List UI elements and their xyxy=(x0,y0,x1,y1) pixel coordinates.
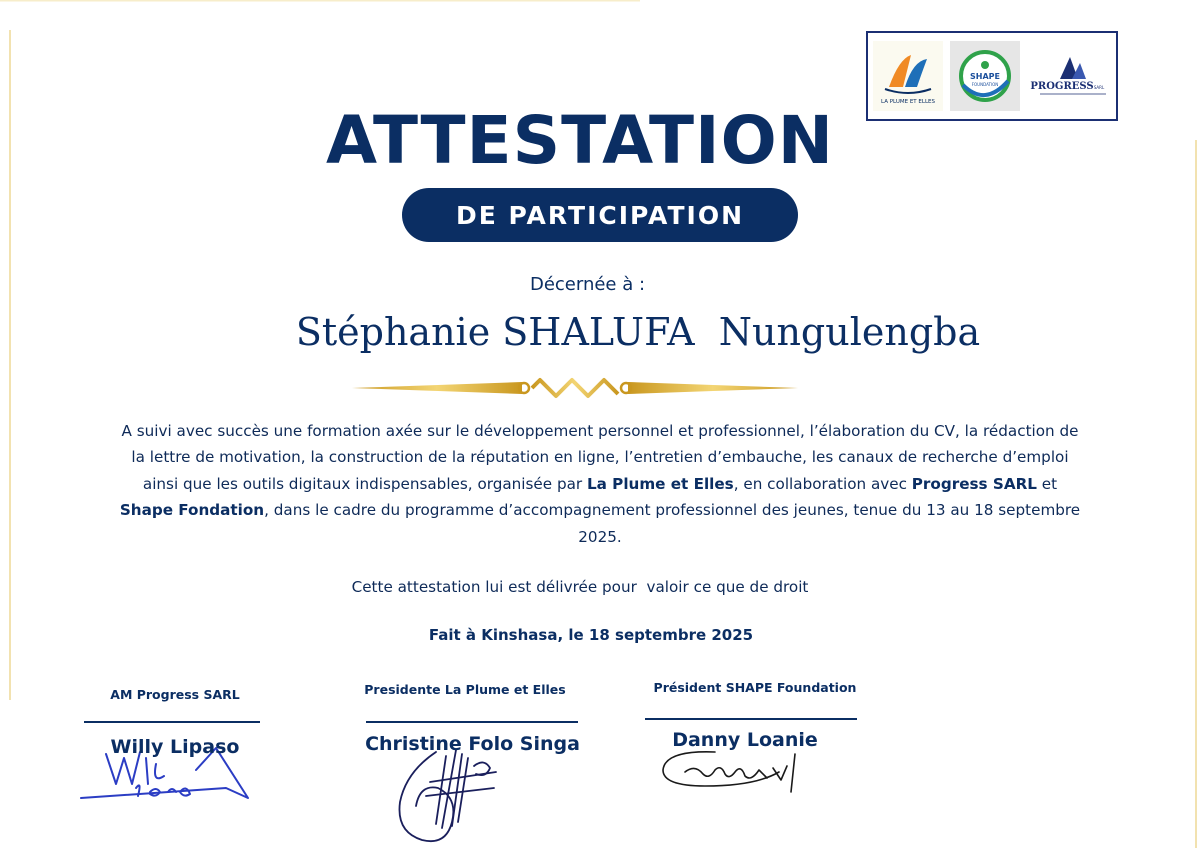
certificate-title: ATTESTATION xyxy=(326,102,834,179)
body-part-4: , dans le cadre du programme d’accompagnement professionnel des jeunes, tenue du 13 au 18 septembre 2025. xyxy=(264,501,1081,546)
attestation-body xyxy=(115,418,1085,550)
org-la-plume-et-elles: La Plume et Elles xyxy=(586,474,734,493)
signatory-1-line xyxy=(84,721,260,723)
certificate-subtitle-badge xyxy=(402,188,798,242)
progress-suffix: SARL xyxy=(1093,85,1105,90)
body-part-1: A suivi avec succès une formation axée sur le développement personnel et professionnel, l’élaboration du CV, la rédaction de la lettre de motivation, la construction de la réputation en ligne, l’entretien d’embauche, les canaux de recherche d’emploi ainsi que les outils digitaux indispensables, organisée par xyxy=(121,422,1079,493)
progress-text: PROGRESS xyxy=(1030,81,1094,92)
signatory-1-name: Willy Lipaso xyxy=(110,736,240,758)
signatory-1-role: AM Progress SARL xyxy=(110,687,240,702)
closing-statement: Cette attestation lui est délivrée pour valoir ce que de droit xyxy=(351,578,809,596)
progress-sarl-logo xyxy=(1030,41,1110,111)
org-shape-fondation: Shape Fondation xyxy=(119,501,265,520)
la-plume-et-elles-logo xyxy=(873,41,943,111)
recipient-name: Stéphanie SHALUFA Nungulengba xyxy=(295,310,981,354)
signatory-2-signature xyxy=(366,742,526,848)
awarded-to-label: Décernée à : xyxy=(529,274,646,295)
ornament-divider xyxy=(352,374,798,402)
signatory-2-role: Presidente La Plume et Elles xyxy=(364,682,566,697)
body-part-3: et xyxy=(1036,474,1058,493)
body-part-2: , en collaboration avec xyxy=(733,474,912,493)
plume-caption: LA PLUME ET ELLES xyxy=(881,99,935,105)
signatory-3-name: Danny Loanie xyxy=(672,729,818,751)
shape-foundation-logo xyxy=(950,41,1020,111)
place-and-date: Fait à Kinshasa, le 18 septembre 2025 xyxy=(428,626,754,644)
org-progress-sarl: Progress SARL xyxy=(911,474,1037,493)
signatory-2-name: Christine Folo Singa xyxy=(365,733,580,755)
certificate-subtitle: DE PARTICIPATION xyxy=(455,200,744,230)
signatory-3-line xyxy=(645,718,857,720)
shape-text: SHAPE xyxy=(970,72,1000,81)
signatory-3-role: Président SHAPE Foundation xyxy=(653,680,857,695)
shape-caption: FOUNDATION xyxy=(971,82,999,87)
signatory-2-line xyxy=(366,721,578,723)
